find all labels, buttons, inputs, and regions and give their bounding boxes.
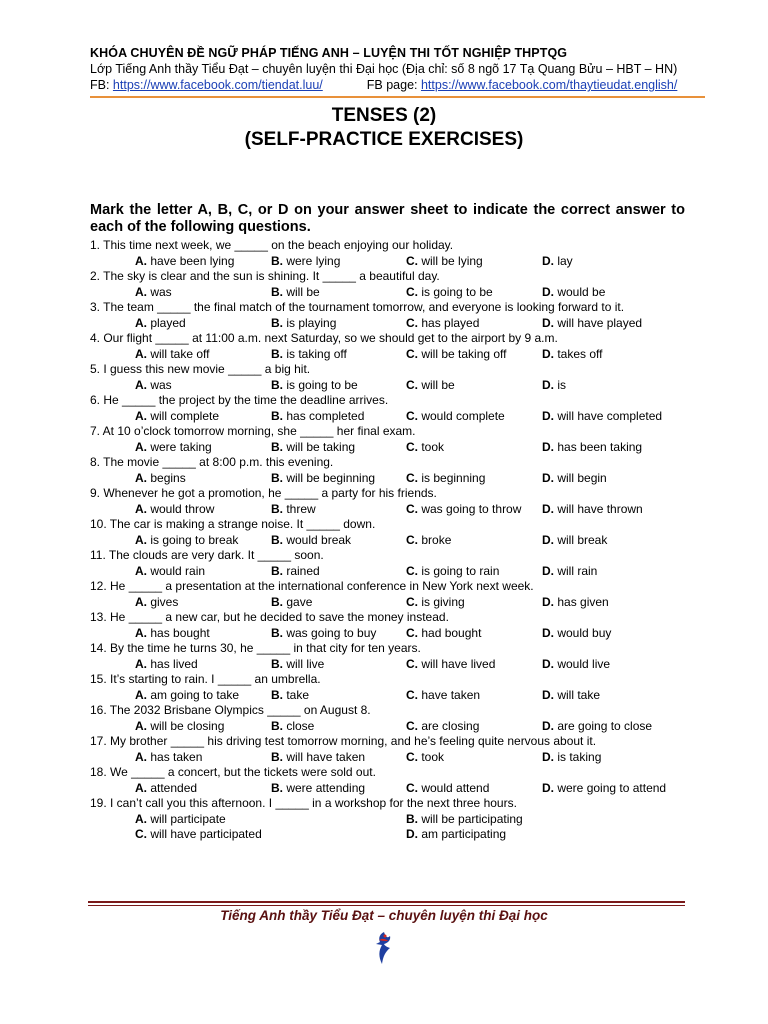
page-subtitle: (SELF-PRACTICE EXERCISES) <box>244 129 524 150</box>
option-text: lay <box>557 253 573 268</box>
links-line <box>90 77 705 93</box>
options-row <box>90 285 690 301</box>
option-text: were taking <box>150 439 212 454</box>
option-letter: C. <box>406 253 418 268</box>
question-text: 4. Our flight _____ at 11:00 a.m. next Saturday, so we should get to the airport by 9 a.m. <box>90 331 558 345</box>
option-c <box>406 750 444 766</box>
options-row <box>90 378 690 394</box>
option-text: broke <box>421 532 452 547</box>
option-text: will live <box>286 656 325 671</box>
options-row <box>90 254 690 270</box>
option-a <box>135 657 198 673</box>
option-letter: C. <box>406 718 418 733</box>
option-b <box>406 812 523 828</box>
option-c <box>406 378 455 394</box>
option-d <box>542 781 666 797</box>
option-text: were going to attend <box>557 780 667 795</box>
option-text: was <box>150 377 172 392</box>
option-text: will have participated <box>150 827 262 841</box>
option-text: will take off <box>150 346 210 361</box>
option-letter: C. <box>406 780 418 795</box>
class-info: Lớp Tiếng Anh thầy Tiểu Đạt – chuyên luyện thi Đại học (Địa chỉ: số 8 ngõ 17 Tạ Quang Bửu – HBT – HN) <box>90 62 678 76</box>
option-letter: C. <box>406 656 418 671</box>
options-row <box>90 440 690 456</box>
option-text: would complete <box>421 408 505 423</box>
option-c <box>406 502 521 518</box>
option-text: am participating <box>421 827 507 841</box>
option-text: attended <box>150 780 198 795</box>
option-c <box>406 626 481 642</box>
option-text: took <box>421 749 445 764</box>
option-b <box>271 502 316 518</box>
option-text: would be <box>557 284 606 299</box>
option-letter: C. <box>406 346 418 361</box>
option-text: is going to be <box>421 284 493 299</box>
option-letter: A. <box>135 253 147 268</box>
option-letter: A. <box>135 501 147 516</box>
options-row <box>90 471 690 487</box>
option-c <box>406 285 493 301</box>
option-letter: A. <box>135 811 147 826</box>
option-text: has played <box>421 315 480 330</box>
option-text: threw <box>286 501 316 516</box>
option-text: were lying <box>286 253 341 268</box>
option-letter: B. <box>271 687 283 702</box>
option-text: will be taking <box>286 439 356 454</box>
option-letter: D. <box>542 439 554 454</box>
option-letter: C. <box>406 687 418 702</box>
option-letter: D. <box>542 253 554 268</box>
option-letter: A. <box>135 563 147 578</box>
option-d <box>542 316 642 332</box>
option-text: will be beginning <box>286 470 376 485</box>
option-text: is taking off <box>286 346 347 361</box>
option-a <box>135 781 197 797</box>
option-letter: C. <box>406 625 418 640</box>
option-c <box>406 688 480 704</box>
option-text: will break <box>557 532 608 547</box>
option-letter: D. <box>542 346 554 361</box>
question-text: 12. He _____ a presentation at the international conference in New York next week. <box>90 579 534 593</box>
option-letter: A. <box>135 749 147 764</box>
options-row <box>90 812 690 828</box>
option-text: will begin <box>557 470 607 485</box>
option-text: will complete <box>150 408 220 423</box>
options-row <box>90 316 690 332</box>
option-a <box>135 719 224 735</box>
option-a <box>135 688 239 704</box>
option-text: is going to be <box>286 377 358 392</box>
options-row <box>90 502 690 518</box>
option-letter: D. <box>542 532 554 547</box>
option-a <box>135 316 186 332</box>
fb-link[interactable]: https://www.facebook.com/tiendat.luu/ <box>112 78 323 92</box>
option-a <box>135 378 172 394</box>
options-row <box>90 657 690 673</box>
question-text: 7. At 10 o’clock tomorrow morning, she _____ her final exam. <box>90 424 416 438</box>
option-a <box>135 502 214 518</box>
option-letter: B. <box>271 377 283 392</box>
option-letter: D. <box>542 656 554 671</box>
page-title: TENSES (2) <box>331 105 437 126</box>
option-text: will have lived <box>421 656 496 671</box>
options-row <box>90 595 690 611</box>
option-letter: B. <box>406 811 418 826</box>
question-text: 19. I can’t call you this afternoon. I _____ in a workshop for the next three hours. <box>90 796 517 810</box>
option-letter: B. <box>271 253 283 268</box>
option-letter: D. <box>542 563 554 578</box>
option-text: has completed <box>286 408 365 423</box>
question-text: 6. He _____ the project by the time the deadline arrives. <box>90 393 389 407</box>
option-text: begins <box>150 470 186 485</box>
option-text: will have thrown <box>557 501 643 516</box>
fbpage-link[interactable]: https://www.facebook.com/thaytieudat.english/ <box>420 78 678 92</box>
option-text: will have taken <box>286 749 366 764</box>
header-divider <box>90 96 705 98</box>
option-c <box>406 564 499 580</box>
option-b <box>271 564 320 580</box>
option-b <box>271 378 358 394</box>
option-letter: B. <box>271 284 283 299</box>
question-text: 11. The clouds are very dark. It _____ soon. <box>90 548 324 562</box>
option-letter: D. <box>542 749 554 764</box>
option-a <box>135 440 212 456</box>
option-letter: D. <box>542 687 554 702</box>
option-text: will be taking off <box>421 346 507 361</box>
option-letter: C. <box>406 408 418 423</box>
option-text: will rain <box>557 563 598 578</box>
option-letter: D. <box>542 780 554 795</box>
option-a <box>135 471 186 487</box>
option-letter: A. <box>135 377 147 392</box>
options-row <box>90 626 690 642</box>
option-letter: C. <box>406 594 418 609</box>
option-letter: D. <box>542 408 554 423</box>
option-b <box>271 595 312 611</box>
option-d <box>542 626 611 642</box>
option-text: is giving <box>421 594 465 609</box>
option-b <box>271 285 320 301</box>
option-letter: A. <box>135 532 147 547</box>
option-b <box>271 781 365 797</box>
option-letter: D. <box>542 501 554 516</box>
option-text: close <box>286 718 315 733</box>
option-d <box>542 440 642 456</box>
option-letter: B. <box>271 532 283 547</box>
option-text: would break <box>286 532 352 547</box>
option-letter: A. <box>135 625 147 640</box>
option-text: rained <box>286 563 320 578</box>
options-row <box>90 564 690 580</box>
option-letter: B. <box>271 470 283 485</box>
options-row <box>90 827 690 843</box>
option-text: have taken <box>421 687 481 702</box>
option-d <box>542 688 600 704</box>
option-letter: C. <box>406 532 418 547</box>
option-letter: B. <box>271 408 283 423</box>
option-letter: B. <box>271 749 283 764</box>
option-c <box>406 781 489 797</box>
option-text: will be lying <box>421 253 483 268</box>
option-d <box>542 657 610 673</box>
option-letter: D. <box>542 315 554 330</box>
footer-divider-thin <box>88 905 685 906</box>
option-text: would attend <box>421 780 490 795</box>
course-title: KHÓA CHUYÊN ĐỀ NGỮ PHÁP TIẾNG ANH – LUYỆN THI TỐT NGHIỆP THPTQG <box>90 46 568 60</box>
option-c <box>406 657 495 673</box>
question-text: 17. My brother _____ his driving test tomorrow morning, and he’s feeling quite nervous about it. <box>90 734 597 748</box>
options-row <box>90 533 690 549</box>
question-text: 3. The team _____ the final match of the tournament tomorrow, and everyone is looking forward to it. <box>90 300 625 314</box>
option-text: has taken <box>150 749 203 764</box>
option-letter: C. <box>406 749 418 764</box>
option-c <box>406 254 483 270</box>
option-letter: B. <box>271 346 283 361</box>
option-letter: D. <box>542 718 554 733</box>
option-b <box>271 657 324 673</box>
option-c <box>406 471 485 487</box>
option-text: will have completed <box>557 408 663 423</box>
option-letter: C. <box>406 563 418 578</box>
options-row <box>90 347 690 363</box>
option-b <box>271 688 309 704</box>
option-letter: B. <box>271 315 283 330</box>
question-text: 13. He _____ a new car, but he decided to save the money instead. <box>90 610 449 624</box>
footer-text: Tiếng Anh thầy Tiểu Đạt – chuyên luyện thi Đại học <box>220 908 548 923</box>
option-letter: A. <box>135 718 147 733</box>
option-c <box>406 347 507 363</box>
option-letter: B. <box>271 780 283 795</box>
option-text: will participate <box>150 811 226 826</box>
option-d <box>542 750 601 766</box>
options-row <box>90 688 690 704</box>
option-d <box>542 564 597 580</box>
option-text: take <box>286 687 310 702</box>
option-a <box>135 254 234 270</box>
option-a <box>135 533 238 549</box>
option-c <box>406 719 479 735</box>
option-letter: B. <box>271 439 283 454</box>
option-c <box>135 827 262 843</box>
option-text: is going to rain <box>421 563 500 578</box>
option-letter: D. <box>542 625 554 640</box>
option-letter: A. <box>135 780 147 795</box>
option-d <box>542 595 609 611</box>
option-b <box>271 347 347 363</box>
option-c <box>406 533 451 549</box>
question-text: 18. We _____ a concert, but the tickets were sold out. <box>90 765 376 779</box>
option-b <box>271 409 364 425</box>
option-letter: A. <box>135 439 147 454</box>
option-text: had bought <box>421 625 482 640</box>
option-c <box>406 440 444 456</box>
question-text: 8. The movie _____ at 8:00 p.m. this evening. <box>90 455 334 469</box>
option-text: has been taking <box>557 439 643 454</box>
option-letter: C. <box>406 501 418 516</box>
question-list <box>90 238 690 843</box>
option-text: will be <box>421 377 455 392</box>
option-letter: D. <box>406 827 418 841</box>
option-letter: B. <box>271 718 283 733</box>
option-a <box>135 812 226 828</box>
option-b <box>271 719 314 735</box>
question-text: 15. It’s starting to rain. I _____ an umbrella. <box>90 672 321 686</box>
option-text: is taking <box>557 749 602 764</box>
option-text: has bought <box>150 625 210 640</box>
option-letter: C. <box>406 470 418 485</box>
option-d <box>542 347 602 363</box>
option-c <box>406 409 505 425</box>
options-row <box>90 781 690 797</box>
instruction: Mark the letter A, B, C, or D on your answer sheet to indicate the correct answer to each of the following questions. <box>90 202 685 235</box>
option-letter: A. <box>135 408 147 423</box>
fb-label: FB: <box>90 78 113 92</box>
option-letter: A. <box>135 594 147 609</box>
option-text: am going to take <box>150 687 240 702</box>
question-text: 16. The 2032 Brisbane Olympics _____ on August 8. <box>90 703 371 717</box>
option-d <box>542 378 566 394</box>
option-d <box>542 285 605 301</box>
option-d <box>542 719 652 735</box>
option-text: would throw <box>150 501 215 516</box>
option-letter: D. <box>542 284 554 299</box>
option-b <box>271 750 365 766</box>
option-d <box>406 827 506 843</box>
option-b <box>271 254 340 270</box>
option-letter: D. <box>542 470 554 485</box>
option-text: were attending <box>286 780 366 795</box>
option-text: will be participating <box>421 811 523 826</box>
option-text: are going to close <box>557 718 653 733</box>
option-letter: C. <box>406 284 418 299</box>
option-letter: C. <box>406 439 418 454</box>
option-letter: A. <box>135 656 147 671</box>
option-b <box>271 440 355 456</box>
option-letter: A. <box>135 346 147 361</box>
option-text: played <box>150 315 186 330</box>
option-letter: B. <box>271 594 283 609</box>
option-letter: C. <box>406 315 418 330</box>
option-text: gives <box>150 594 179 609</box>
question-text: 1. This time next week, we _____ on the beach enjoying our holiday. <box>90 238 454 252</box>
option-letter: A. <box>135 687 147 702</box>
option-a <box>135 626 210 642</box>
footer-divider <box>88 901 685 903</box>
option-letter: A. <box>135 470 147 485</box>
option-text: was going to throw <box>421 501 522 516</box>
fbpage-label: FB page: <box>366 78 421 92</box>
option-b <box>271 533 351 549</box>
page-header <box>90 45 705 98</box>
option-text: are closing <box>421 718 480 733</box>
option-text: gave <box>286 594 313 609</box>
option-c <box>406 595 465 611</box>
option-a <box>135 409 219 425</box>
option-text: was <box>150 284 172 299</box>
options-row <box>90 719 690 735</box>
option-letter: B. <box>271 625 283 640</box>
option-b <box>271 626 376 642</box>
option-text: would rain <box>150 563 206 578</box>
option-a <box>135 347 209 363</box>
question-text: 10. The car is making a strange noise. It _____ down. <box>90 517 376 531</box>
option-b <box>271 471 375 487</box>
option-a <box>135 595 178 611</box>
option-d <box>542 533 607 549</box>
option-text: will be closing <box>150 718 225 733</box>
options-row <box>90 409 690 425</box>
option-text: will be <box>286 284 320 299</box>
option-letter: B. <box>271 501 283 516</box>
option-text: is going to break <box>150 532 239 547</box>
option-text: is beginning <box>421 470 486 485</box>
option-c <box>406 316 479 332</box>
question-text: 5. I guess this new movie _____ a big hit. <box>90 362 311 376</box>
option-text: was going to buy <box>286 625 377 640</box>
option-letter: C. <box>406 377 418 392</box>
option-a <box>135 564 205 580</box>
option-text: takes off <box>557 346 603 361</box>
option-letter: C. <box>135 827 147 841</box>
option-text: will have played <box>557 315 643 330</box>
option-text: has lived <box>150 656 198 671</box>
option-letter: A. <box>135 315 147 330</box>
option-letter: B. <box>271 563 283 578</box>
option-letter: B. <box>271 656 283 671</box>
option-d <box>542 254 573 270</box>
option-text: would buy <box>557 625 612 640</box>
options-row <box>90 750 690 766</box>
option-d <box>542 471 607 487</box>
option-d <box>542 502 643 518</box>
option-d <box>542 409 662 425</box>
question-text: 2. The sky is clear and the sun is shining. It _____ a beautiful day. <box>90 269 440 283</box>
question-text: 14. By the time he turns 30, he _____ in that city for ten years. <box>90 641 421 655</box>
option-b <box>271 316 336 332</box>
option-text: has given <box>557 594 609 609</box>
option-a <box>135 285 172 301</box>
option-text: is playing <box>286 315 337 330</box>
option-letter: D. <box>542 377 554 392</box>
option-a <box>135 750 202 766</box>
option-letter: D. <box>542 594 554 609</box>
option-letter: A. <box>135 284 147 299</box>
option-text: will take <box>557 687 601 702</box>
option-text: took <box>421 439 445 454</box>
bird-logo-icon <box>370 930 398 966</box>
option-text: is <box>557 377 567 392</box>
question-text: 9. Whenever he got a promotion, he _____ a party for his friends. <box>90 486 437 500</box>
option-text: would live <box>557 656 611 671</box>
option-text: have been lying <box>150 253 235 268</box>
